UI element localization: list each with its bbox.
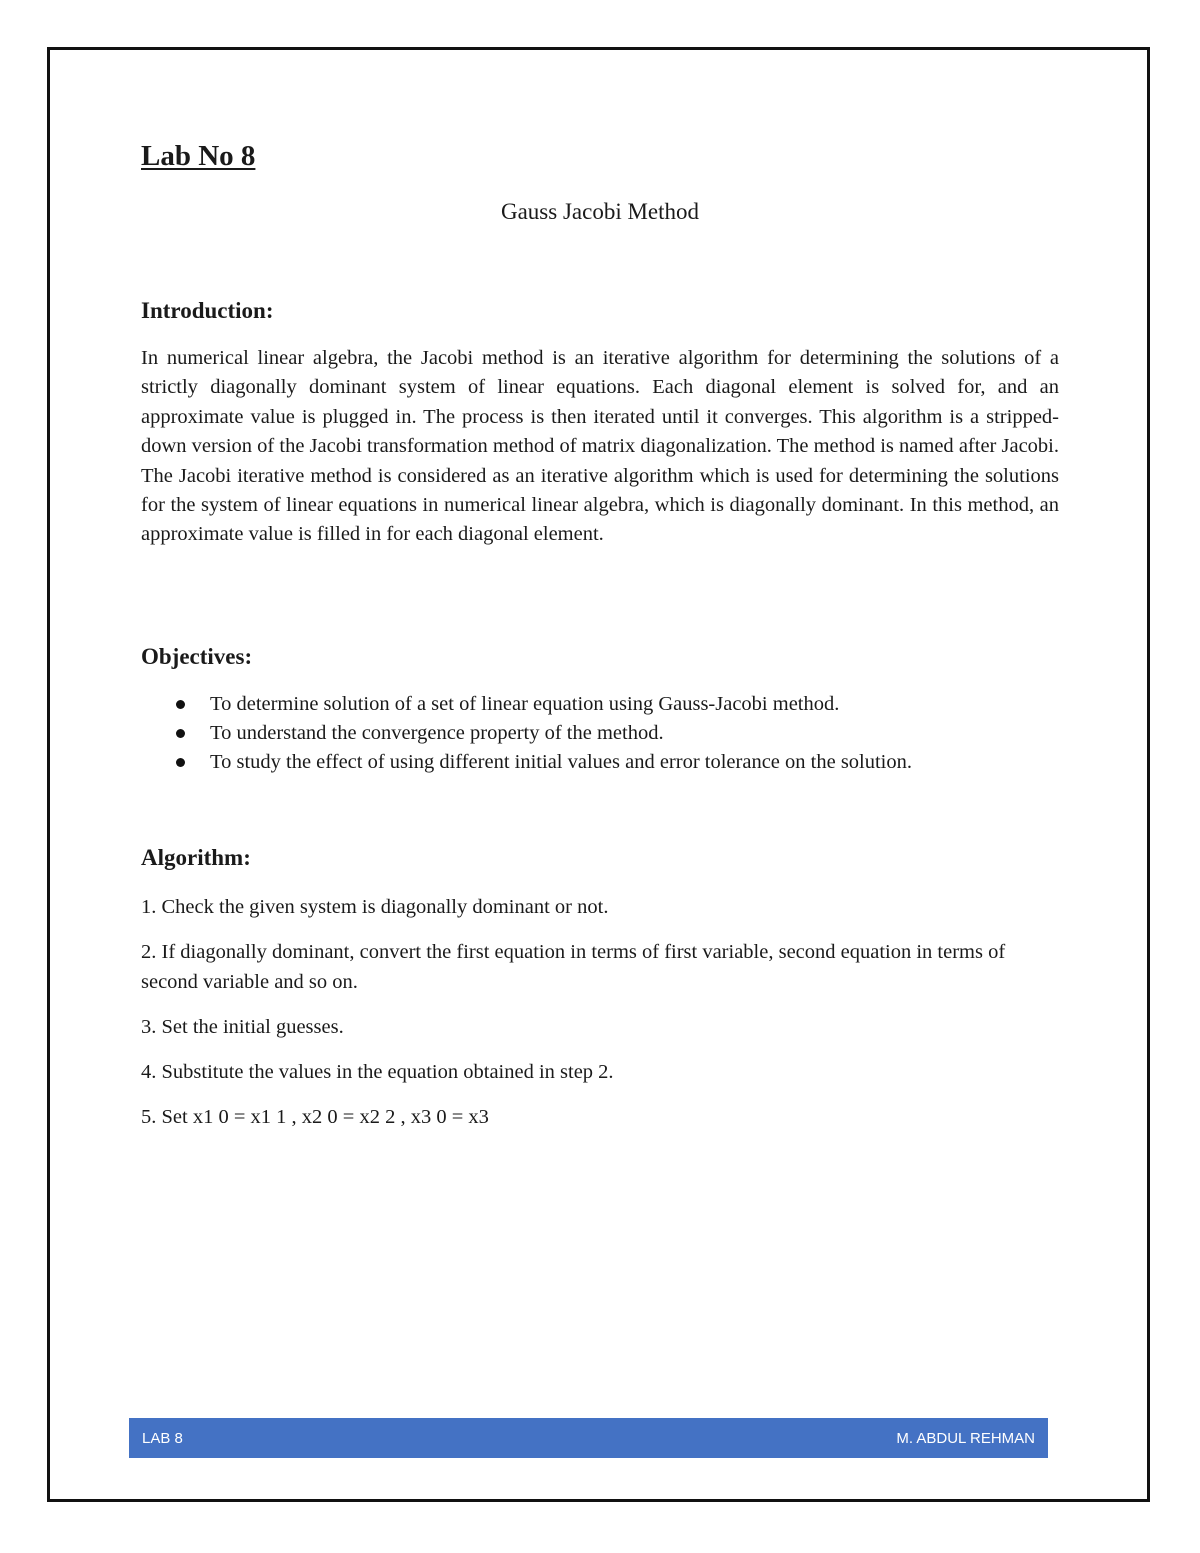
objectives-list xyxy=(141,690,1059,777)
footer-bar xyxy=(129,1418,1048,1458)
algorithm-step: 4. Substitute the values in the equation obtained in step 2. xyxy=(141,1061,614,1083)
algorithm-step: 2. If diagonally dominant, convert the first equation in terms of first variable, second equation in terms of second variable and so on. xyxy=(141,941,1006,993)
lab-title: Lab No 8 xyxy=(141,140,256,172)
bullet-icon xyxy=(176,729,185,738)
algorithm-step: 5. Set x1 0 = x1 1 , x2 0 = x2 2 , x3 0 = x3 xyxy=(141,1106,489,1128)
algorithm-step: 3. Set the initial guesses. xyxy=(141,1016,344,1038)
algorithm-heading: Algorithm: xyxy=(141,845,251,870)
algorithm-step: 1. Check the given system is diagonally dominant or not. xyxy=(141,896,609,918)
bullet-icon xyxy=(176,758,185,767)
objectives-heading: Objectives: xyxy=(141,644,253,669)
footer-lab-label: LAB 8 xyxy=(142,1429,183,1447)
introduction-heading: Introduction: xyxy=(141,298,274,323)
document-title: Gauss Jacobi Method xyxy=(500,199,700,224)
objective-item xyxy=(141,719,1059,748)
footer-author: M. ABDUL REHMAN xyxy=(896,1429,1035,1447)
bullet-icon xyxy=(176,700,185,709)
algorithm-steps xyxy=(141,892,1059,1147)
objective-text: To study the effect of using different initial values and error tolerance on the solution. xyxy=(210,751,913,773)
objective-item xyxy=(141,748,1059,777)
objective-text: To determine solution of a set of linear equation using Gauss-Jacobi method. xyxy=(210,693,840,715)
objective-item xyxy=(141,690,1059,719)
objective-text: To understand the convergence property of the method. xyxy=(210,722,664,744)
introduction-paragraph: In numerical linear algebra, the Jacobi method is an iterative algorithm for determining the solutions of a strictly diagonally dominant system of linear equations. Each diagonal element is solved for, and an approximate value is plugged in. The process is then iterated until it converges. This algorithm is a stripped-down version of the Jacobi transformation method of matrix diagonalization. The method is named after Jacobi. The Jacobi iterative method is considered as an iterative algorithm which is used for determining the solutions for the system of linear equations in numerical linear algebra, which is diagonally dominant. In this method, an approximate value is filled in for each diagonal element. xyxy=(141,347,1059,546)
